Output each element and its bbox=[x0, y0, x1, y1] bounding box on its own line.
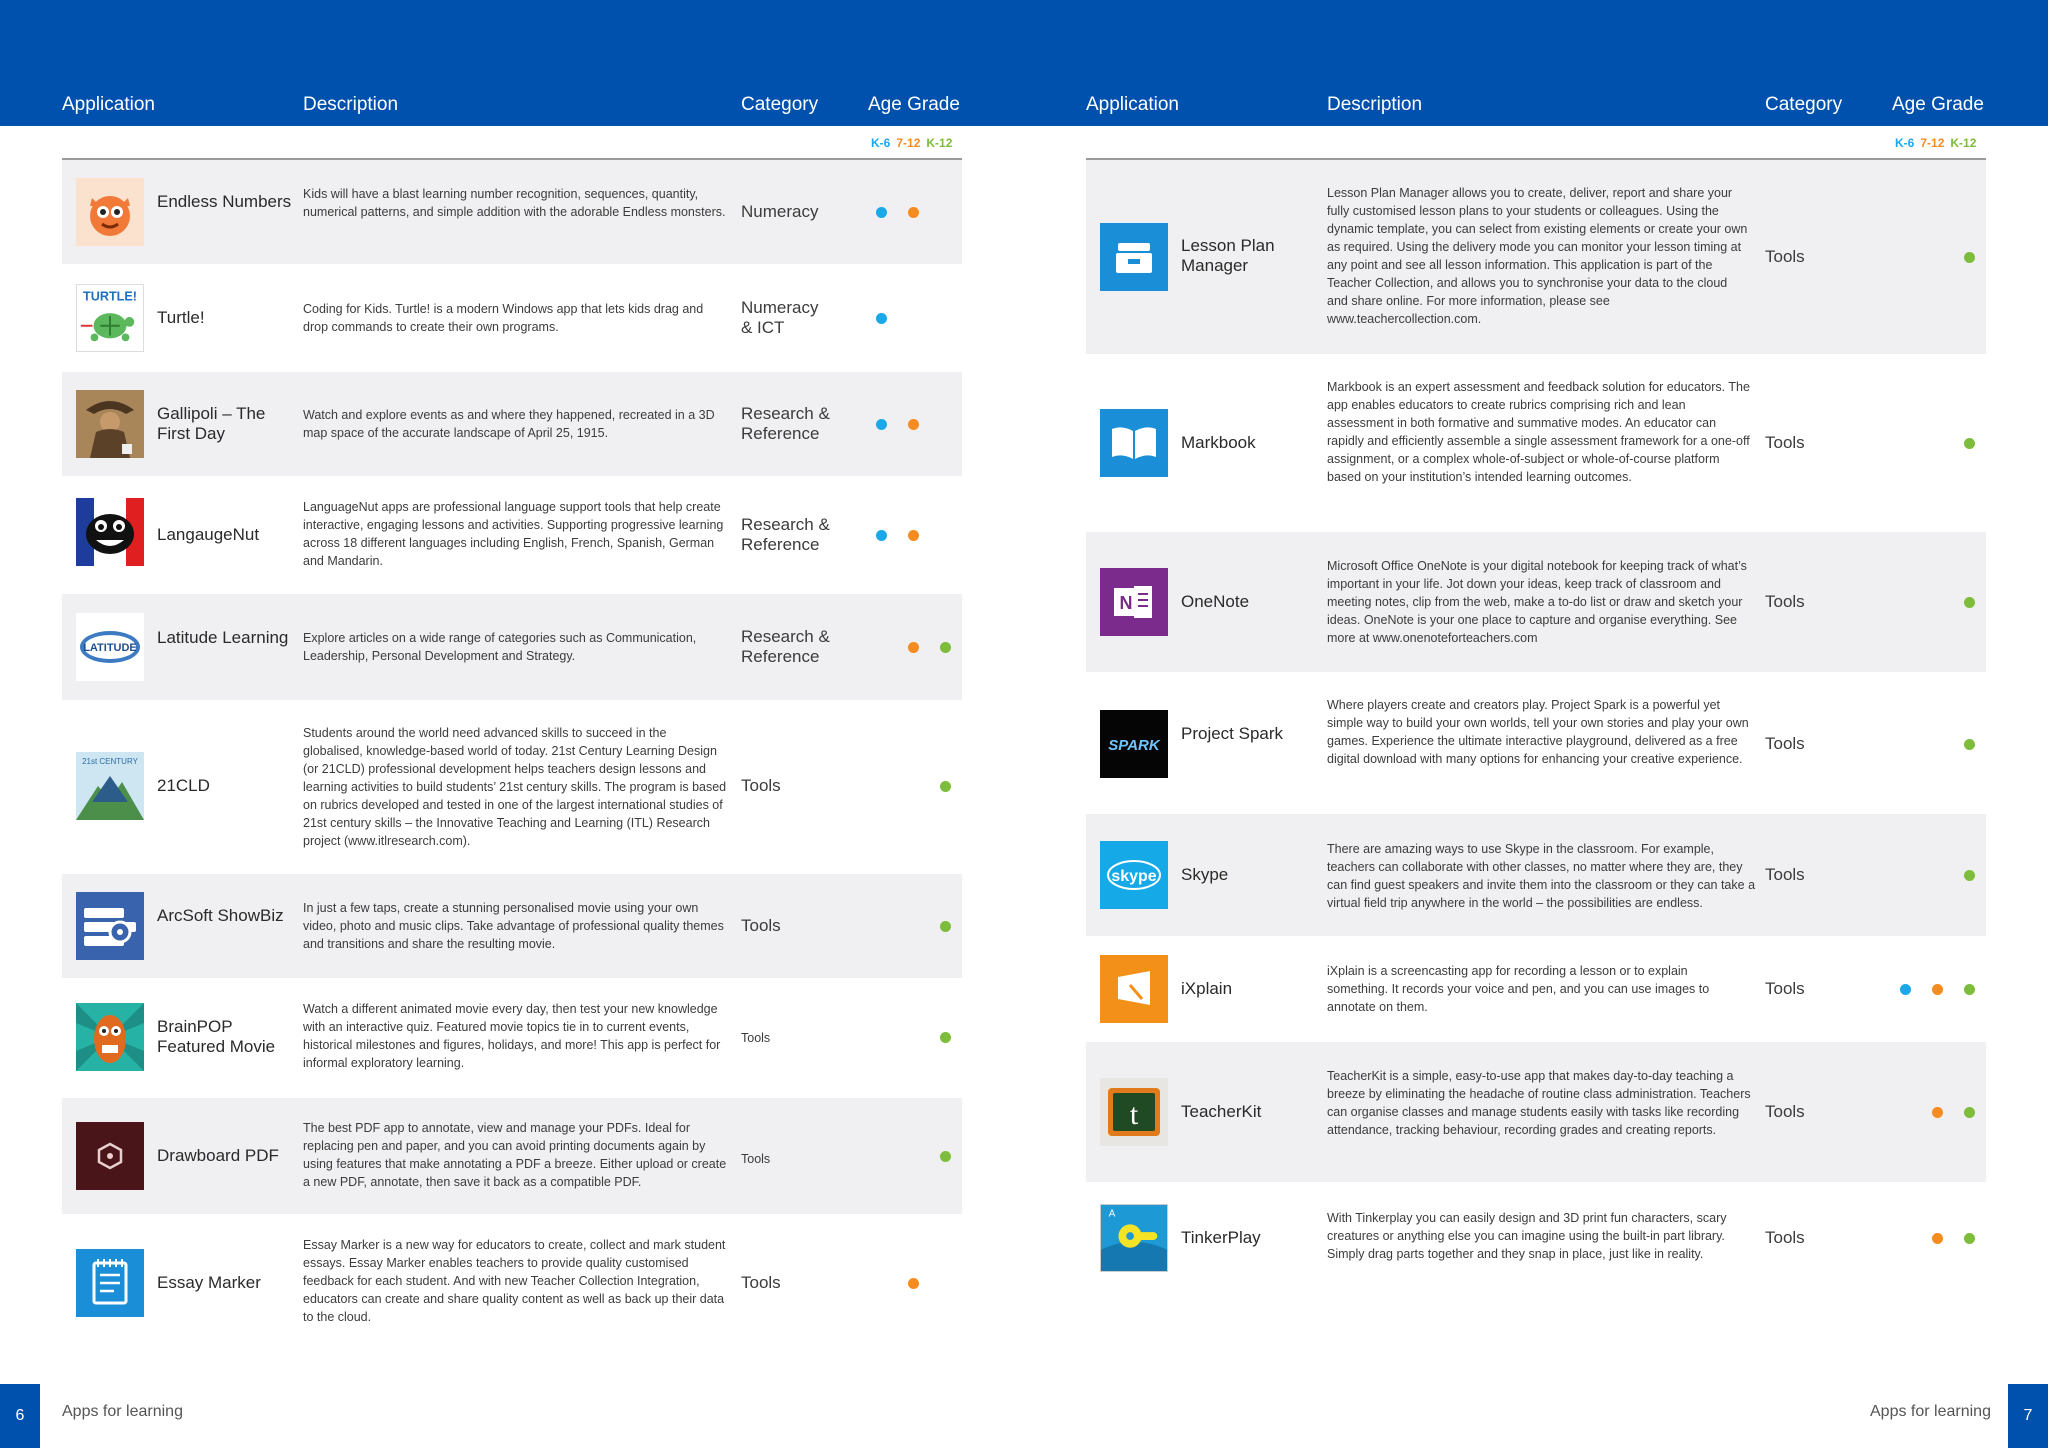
app-description: Markbook is an expert assessment and feedback solution for educators. The app enables educators to create rubrics comprising rich and lean assessment in both formative and summative modes. An educator can rapidly and efficiently assemble a single assessment framework for a one-off assignment, or a complex whole-of-subject or whole-of-course platform based on your institution’s intended learning outcomes. bbox=[1327, 380, 1750, 484]
right-header-application: Application bbox=[1086, 94, 1179, 115]
grade-label-7-12: 7-12 bbox=[1920, 136, 1945, 150]
table-row bbox=[62, 478, 962, 588]
svg-text:t: t bbox=[1129, 1098, 1139, 1131]
grade-dot-k12 bbox=[1964, 984, 1975, 995]
table-row bbox=[1086, 160, 1986, 354]
table-row bbox=[1086, 1042, 1986, 1182]
app-description: Explore articles on a wide range of categories such as Communication, Leadership, Personal Development and Strategy. bbox=[303, 631, 697, 663]
app-description: Students around the world need advanced skills to succeed in the globalised, knowledge-based world of today. 21st Century Learning Design (or 21CLD) professional development helps teachers design lessons and learning activities to build students’ 21st century skills. The program is based on rubrics developed and tested in one of the largest international studies of 21st century skills – the Innovative Teaching and Learning (ITL) Research project (www.itlresearch.com). bbox=[303, 726, 727, 848]
table-row bbox=[1086, 1184, 1986, 1292]
app-name: LangaugeNut bbox=[157, 525, 260, 544]
svg-text:SPARK: SPARK bbox=[1108, 737, 1160, 754]
markbook-icon bbox=[1100, 409, 1168, 477]
app-description: Where players create and creators play. Project Spark is a powerful yet simple way to build your own worlds, tell your own stories and play your own games. Experience the ultimate interactive playground, delivered as a free digital download with many options for enhancing your creative experience. bbox=[1327, 698, 1749, 766]
languagenut-icon bbox=[76, 498, 144, 566]
app-name: Markbook bbox=[1181, 433, 1256, 452]
left-header-category: Category bbox=[741, 94, 819, 115]
app-name: BrainPOP Featured Movie bbox=[157, 1017, 276, 1056]
grade-dot-7-12 bbox=[1932, 1107, 1943, 1118]
app-category: Tools bbox=[1765, 433, 1805, 452]
table-row bbox=[62, 372, 962, 476]
app-name: Latitude Learning bbox=[157, 628, 289, 647]
grade-dot-k12 bbox=[1964, 1233, 1975, 1244]
table-row bbox=[1086, 358, 1986, 528]
app-name: iXplain bbox=[1181, 979, 1233, 998]
table-row bbox=[62, 874, 962, 978]
app-name: Endless Numbers bbox=[157, 192, 292, 211]
app-category: Numeracy & ICT bbox=[741, 298, 819, 337]
right-footer-title: Apps for learning bbox=[1870, 1403, 1991, 1420]
app-name: OneNote bbox=[1181, 592, 1250, 611]
app-description: Lesson Plan Manager allows you to create, deliver, report and share your fully customised lesson plans to your students or colleagues. Using the dynamic template, you can select from existing elements or create your own as required. Using the delivery mode you can monitor your lesson timing at any point and see all lesson information. This application is part of the Teacher Collection, and allows you to synchronise your data to the cloud and share online. For more information, please see www.teachercollection.com. bbox=[1327, 186, 1748, 326]
table-row bbox=[62, 594, 962, 700]
table-row bbox=[1086, 532, 1986, 672]
app-category: Tools bbox=[1765, 247, 1805, 266]
teacherkit-icon bbox=[1100, 1078, 1168, 1146]
left-footer-title: Apps for learning bbox=[62, 1403, 183, 1420]
arcsoft-showbiz-icon bbox=[76, 892, 144, 960]
app-category: Tools bbox=[1765, 1102, 1805, 1121]
app-name: Gallipoli – The First Day bbox=[157, 404, 266, 443]
grade-dot-k12 bbox=[1964, 597, 1975, 608]
left-header-application: Application bbox=[62, 94, 155, 115]
svg-text:N: N bbox=[1119, 593, 1133, 613]
app-category: Numeracy bbox=[741, 202, 819, 221]
app-category: Tools bbox=[1765, 734, 1805, 753]
app-category: Tools bbox=[741, 1152, 771, 1166]
grade-dot-k12 bbox=[940, 1151, 951, 1162]
right-header-description: Description bbox=[1327, 94, 1423, 115]
grade-label-k12: K-12 bbox=[1950, 136, 1977, 150]
grade-label-k6: K-6 bbox=[871, 136, 891, 150]
grade-dot-7-12 bbox=[908, 419, 919, 430]
app-category: Tools bbox=[741, 776, 781, 795]
grade-dot-k12 bbox=[940, 781, 951, 792]
left-header-description: Description bbox=[303, 94, 399, 115]
app-description: Watch and explore events as and where they happened, recreated in a 3D map space of the accurate landscape of April 25, 1915. bbox=[303, 408, 715, 440]
svg-text:21st CENTURY: 21st CENTURY bbox=[82, 757, 138, 766]
left-header-age-grade: Age Grade bbox=[868, 94, 960, 115]
app-category: Tools bbox=[1765, 1228, 1805, 1247]
app-description: The best PDF app to annotate, view and manage your PDFs. Ideal for replacing pen and paper, and you can avoid printing documents again by using features that make annotating a PDF a breeze. Either upload or create a new PDF, annotate, then save it back as a compatible PDF. bbox=[303, 1121, 727, 1189]
right-header-age-grade: Age Grade bbox=[1892, 94, 1984, 115]
21cld-icon bbox=[76, 752, 144, 820]
table-row bbox=[1086, 814, 1986, 936]
svg-text:LATITUDE: LATITUDE bbox=[83, 642, 137, 654]
gallipoli-icon bbox=[76, 390, 144, 458]
grade-dot-k6 bbox=[876, 207, 887, 218]
app-name: Project Spark bbox=[1181, 724, 1284, 743]
table-row bbox=[1086, 676, 1986, 812]
skype-icon bbox=[1100, 841, 1168, 909]
lesson-plan-manager-icon bbox=[1100, 223, 1168, 291]
grade-dot-7-12 bbox=[908, 1278, 919, 1289]
app-description: Watch a different animated movie every day, then test your new knowledge with an interactive quiz. Featured movie topics tie in to current events, historical milestones and figures, holidays, and more! This app is perfect for informal exploratory learning. bbox=[303, 1002, 721, 1070]
table-row bbox=[62, 1216, 962, 1350]
grade-label-7-12: 7-12 bbox=[896, 136, 921, 150]
app-description: With Tinkerplay you can easily design and 3D print fun characters, scary creatures or anything else you can imagine using the built-in part library. Simply drag parts together and they snap in place, just like in reality. bbox=[1327, 1211, 1727, 1261]
grade-dot-k12 bbox=[940, 642, 951, 653]
grade-dot-k12 bbox=[1964, 438, 1975, 449]
grade-dot-k6 bbox=[876, 313, 887, 324]
right-grade-legend bbox=[1889, 136, 1976, 150]
grade-dot-7-12 bbox=[1932, 984, 1943, 995]
app-category: Research & Reference bbox=[741, 404, 830, 443]
table-row bbox=[1086, 938, 1986, 1040]
app-name: Skype bbox=[1181, 865, 1229, 884]
app-description: Kids will have a blast learning number recognition, sequences, quantity, numerical patterns, and simple addition with the adorable Endless monsters. bbox=[303, 187, 726, 219]
app-description: Essay Marker is a new way for educators to create, collect and mark student essays. Essay Marker enables teachers to provide quality customised feedback for each student. And with new Teacher Collection Integration, educators can create and share quality content as well as back up their data to the cloud. bbox=[303, 1238, 726, 1324]
app-category: Tools bbox=[741, 1031, 771, 1045]
app-name: Drawboard PDF bbox=[157, 1146, 279, 1165]
project-spark-icon bbox=[1100, 710, 1168, 778]
app-name: 21CLD bbox=[157, 776, 210, 795]
grade-dot-7-12 bbox=[908, 642, 919, 653]
app-category: Research & Reference bbox=[741, 627, 830, 666]
app-description: TeacherKit is a simple, easy-to-use app that makes day-to-day teaching a breeze by eliminating the headache of routine class administration. Teachers can organise classes and manage students easily with tasks like recording attendance, tracking behaviour, recording grades and creating reports. bbox=[1327, 1069, 1751, 1137]
grade-dot-k6 bbox=[876, 530, 887, 541]
app-description: Coding for Kids. Turtle! is a modern Windows app that lets kids drag and drop commands to create their own programs. bbox=[303, 302, 704, 334]
right-header-category: Category bbox=[1765, 94, 1843, 115]
app-description: iXplain is a screencasting app for recording a lesson or to explain something. It records your voice and pen, and you can use images to annotate on them. bbox=[1327, 964, 1710, 1014]
table-row bbox=[62, 702, 962, 870]
svg-text:skype: skype bbox=[1111, 868, 1157, 885]
app-name: ArcSoft ShowBiz bbox=[157, 906, 284, 925]
grade-label-k6: K-6 bbox=[1895, 136, 1915, 150]
app-category: Tools bbox=[1765, 979, 1805, 998]
grade-dot-7-12 bbox=[908, 207, 919, 218]
ixplain-icon bbox=[1100, 955, 1168, 1023]
app-description: In just a few taps, create a stunning personalised movie using your own video, photo and music clips. Take advantage of professional quality themes and transitions and share the resulting movie. bbox=[303, 901, 724, 951]
tinkerplay-icon bbox=[1100, 1204, 1168, 1272]
onenote-icon bbox=[1100, 568, 1168, 636]
grade-dot-k12 bbox=[1964, 870, 1975, 881]
app-category: Tools bbox=[1765, 592, 1805, 611]
app-category: Tools bbox=[741, 916, 781, 935]
app-category: Research & Reference bbox=[741, 515, 830, 554]
left-grade-legend bbox=[865, 136, 952, 150]
grade-dot-k12 bbox=[940, 1032, 951, 1043]
app-name: Essay Marker bbox=[157, 1273, 261, 1292]
app-name: Lesson Plan Manager bbox=[1181, 236, 1275, 275]
table-row bbox=[62, 160, 962, 264]
svg-text:TURTLE!: TURTLE! bbox=[83, 289, 137, 304]
grade-dot-7-12 bbox=[908, 530, 919, 541]
table-row bbox=[62, 1098, 962, 1214]
grade-dot-k6 bbox=[876, 419, 887, 430]
app-category: Tools bbox=[1765, 865, 1805, 884]
app-name: TinkerPlay bbox=[1181, 1228, 1261, 1247]
table-row bbox=[62, 980, 962, 1094]
grade-dot-k12 bbox=[1964, 739, 1975, 750]
brainpop-icon bbox=[76, 1003, 144, 1071]
app-name: Turtle! bbox=[157, 308, 205, 327]
endless-numbers-icon bbox=[76, 178, 144, 246]
app-description: LanguageNut apps are professional language support tools that help create interactive, engaging lessons and activities. Supporting progressive learning across 18 different languages including English, French, Spanish, German and Mandarin. bbox=[303, 500, 724, 568]
grade-dot-7-12 bbox=[1932, 1233, 1943, 1244]
grade-dot-k12 bbox=[940, 921, 951, 932]
left-page-number: 6 bbox=[0, 1384, 40, 1448]
svg-text:A: A bbox=[1108, 1208, 1116, 1220]
right-page-number: 7 bbox=[2008, 1384, 2048, 1448]
grade-label-k12: K-12 bbox=[926, 136, 953, 150]
grade-dot-k12 bbox=[1964, 252, 1975, 263]
drawboard-pdf-icon bbox=[76, 1122, 144, 1190]
grade-dot-k6 bbox=[1900, 984, 1911, 995]
app-name: TeacherKit bbox=[1181, 1102, 1262, 1121]
table-row bbox=[62, 266, 962, 370]
essay-marker-icon bbox=[76, 1249, 144, 1317]
app-category: Tools bbox=[741, 1273, 781, 1292]
app-description: Microsoft Office OneNote is your digital notebook for keeping track of what’s important in your life. Jot down your ideas, keep track of classroom and meeting notes, clip from the web, make a to-do list or draw and sketch your ideas. OneNote is your one place to capture and organise everything. See more at www.onenoteforteachers.com bbox=[1327, 559, 1747, 645]
latitude-learning-icon bbox=[76, 613, 144, 681]
app-description: There are amazing ways to use Skype in the classroom. For example, teachers can collaborate with other classes, no matter where they are, they can find guest speakers and invite them into the classroom or they can take a virtual field trip anywhere in the world – the possibilities are endless. bbox=[1327, 842, 1756, 910]
turtle-icon bbox=[76, 284, 144, 352]
grade-dot-k12 bbox=[1964, 1107, 1975, 1118]
